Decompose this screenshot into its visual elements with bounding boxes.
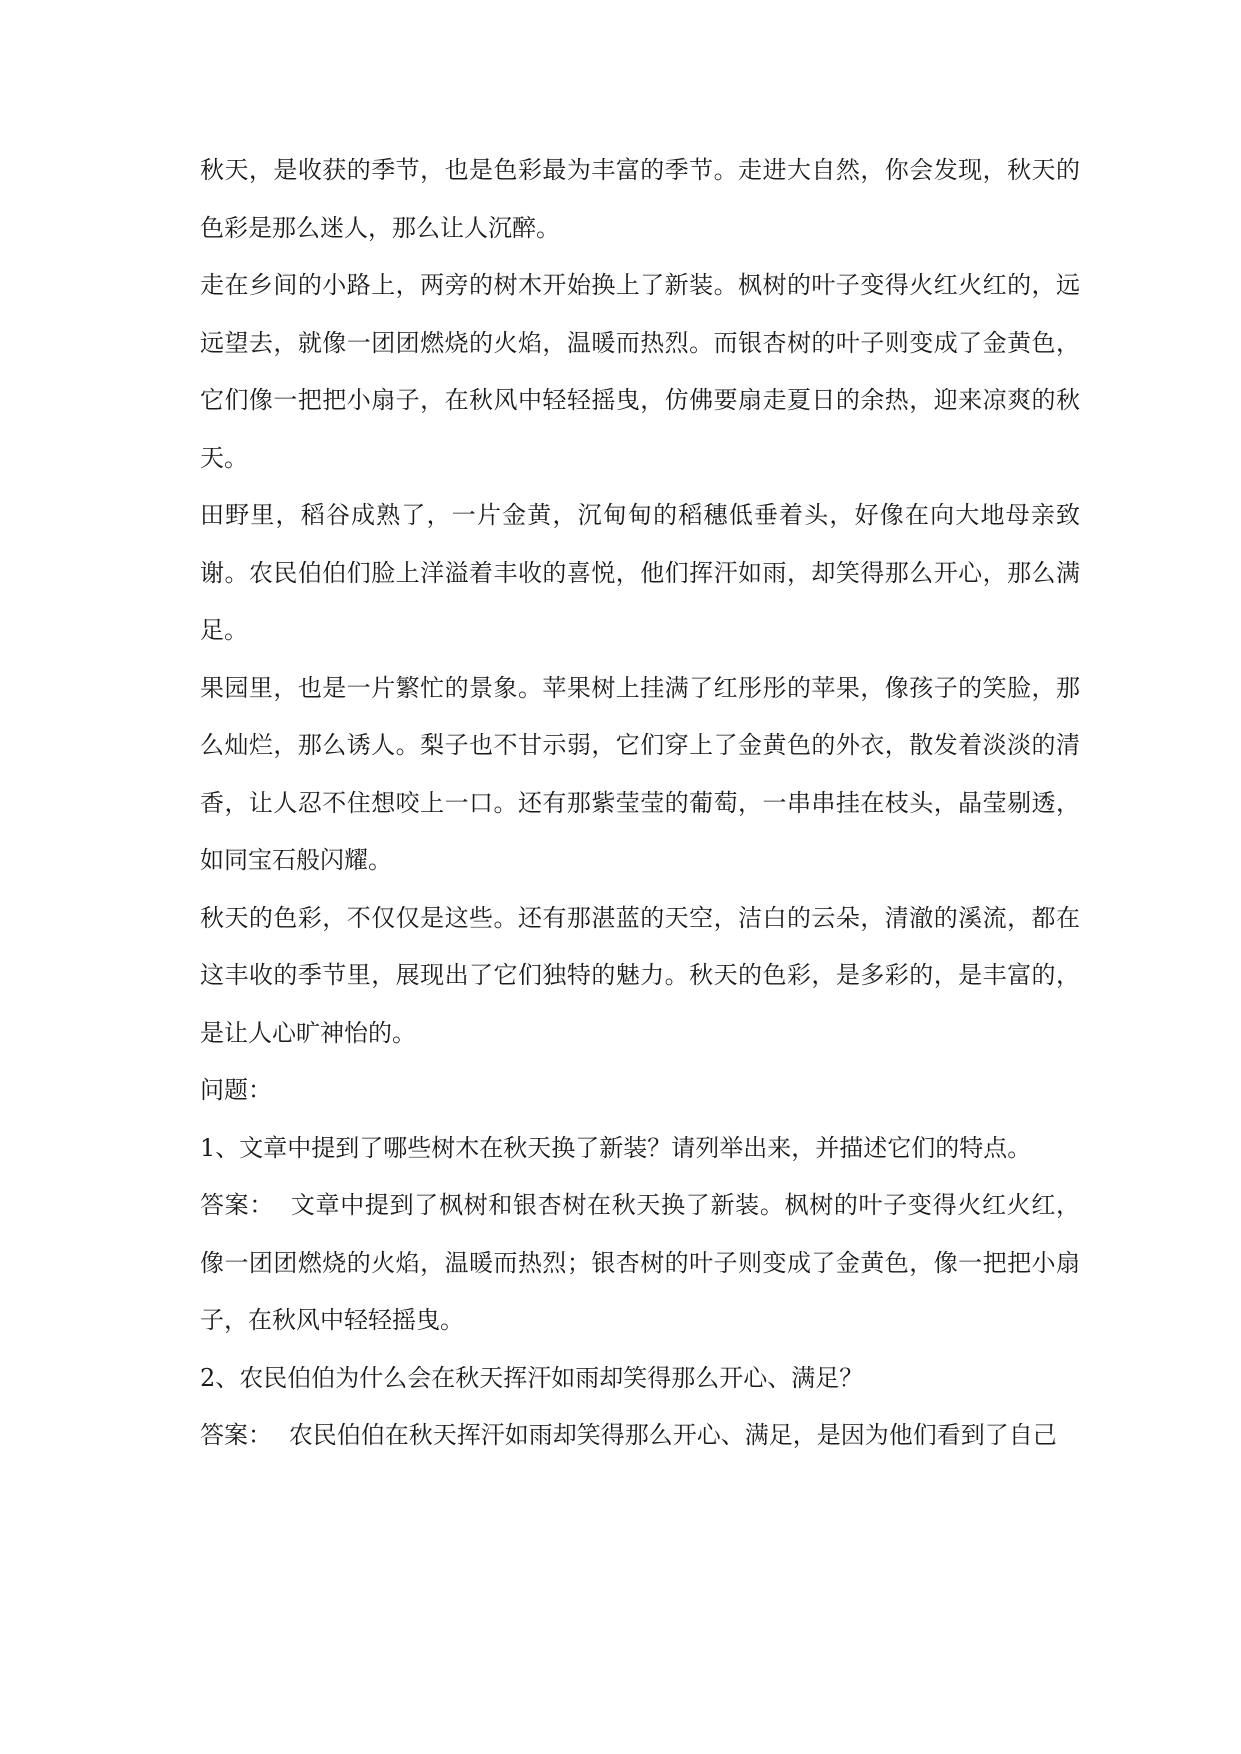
article-paragraph-3: 田野里，稻谷成熟了，一片金黄，沉甸甸的稻穗低垂着头，好像在向大地母亲致谢。农民伯伯们脸上洋溢着丰收的喜悦，他们挥汗如雨，却笑得那么开心，那么满足。	[200, 501, 1080, 644]
question-2: 2、农民伯伯为什么会在秋天挥汗如雨却笑得那么开心、满足？	[200, 1363, 864, 1392]
answer-1	[200, 1177, 1080, 1350]
article-paragraph-4: 果园里，也是一片繁忙的景象。苹果树上挂满了红彤彤的苹果，像孩子的笑脸，那么灿烂，那么诱人。梨子也不甘示弱，它们穿上了金黄色的外衣，散发着淡淡的清香，让人忍不住想咬上一口。还有那紫莹莹的葡萄，一串串挂在枝头，晶莹剔透，如同宝石般闪耀。	[200, 673, 1080, 874]
answer-label: 答案：	[200, 1421, 272, 1449]
answer-text: 文章中提到了枫树和银杏树在秋天换了新装。枫树的叶子变得火红火红，像一团团燃烧的火焰，温暖而热烈；银杏树的叶子则变成了金黄色，像一把把小扇子，在秋风中轻轻摇曳。	[200, 1191, 1081, 1334]
document-body	[200, 142, 1080, 1465]
article-paragraph-2: 走在乡间的小路上，两旁的树木开始换上了新装。枫树的叶子变得火红火红的，远远望去，就像一团团燃烧的火焰，温暖而热烈。而银杏树的叶子则变成了金黄色，它们像一把把小扇子，在秋风中轻轻摇曳，仿佛要扇走夏日的余热，迎来凉爽的秋天。	[200, 271, 1080, 472]
article-paragraph-1: 秋天，是收获的季节，也是色彩最为丰富的季节。走进大自然，你会发现，秋天的色彩是那么迷人，那么让人沉醉。	[200, 156, 1080, 242]
questions-heading: 问题：	[200, 1076, 272, 1104]
question-1: 1、文章中提到了哪些树木在秋天换了新装？请列举出来，并描述它们的特点。	[200, 1133, 1032, 1162]
answer-text: 农民伯伯在秋天挥汗如雨却笑得那么开心、满足，是因为他们看到了自己	[288, 1421, 1057, 1449]
answer-label: 答案：	[200, 1191, 275, 1219]
answer-2	[200, 1407, 1080, 1465]
article-paragraph-5: 秋天的色彩，不仅仅是这些。还有那湛蓝的天空，洁白的云朵，清澈的溪流，都在这丰收的季节里，展现出了它们独特的魅力。秋天的色彩，是多彩的，是丰富的，是让人心旷神怡的。	[200, 903, 1080, 1047]
